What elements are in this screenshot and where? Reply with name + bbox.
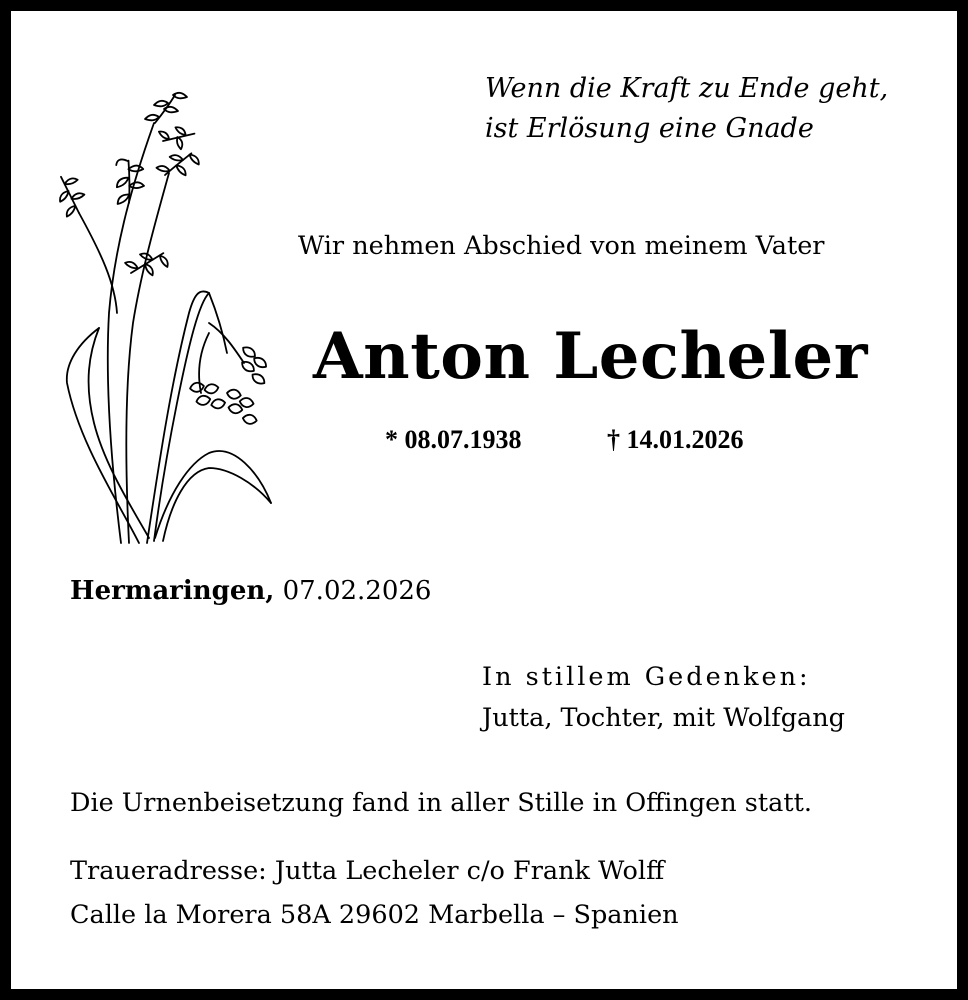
motto-line-2: ist Erlösung eine Gnade — [485, 113, 814, 144]
grass-ears-icon — [59, 83, 279, 548]
birth-date: 08.07.1938 — [404, 425, 522, 454]
farewell-intro: Wir nehmen Abschied von meinem Vater — [298, 231, 825, 261]
place-and-date — [70, 576, 431, 606]
place-name: Hermaringen, — [70, 576, 275, 606]
motto-line-1: Wenn die Kraft zu Ende geht, — [485, 73, 889, 104]
address-line-1: Traueradresse: Jutta Lecheler c/o Frank Wolff — [70, 856, 665, 886]
burial-note: Die Urnenbeisetzung fand in aller Stille in Offingen statt. — [70, 788, 812, 818]
birth-symbol: * — [385, 425, 398, 454]
mourners-heading: In stillem Gedenken: — [482, 662, 811, 692]
death-date: 14.01.2026 — [626, 425, 744, 454]
death-date-line — [607, 425, 744, 455]
deceased-name: Anton Lecheler — [313, 319, 868, 394]
death-symbol: † — [607, 425, 620, 454]
address-line-2: Calle la Morera 58A 29602 Marbella – Spanien — [70, 900, 679, 930]
mourners-names: Jutta, Tochter, mit Wolfgang — [482, 703, 845, 733]
notice-date: 07.02.2026 — [282, 576, 432, 606]
birth-date-line — [385, 425, 522, 455]
